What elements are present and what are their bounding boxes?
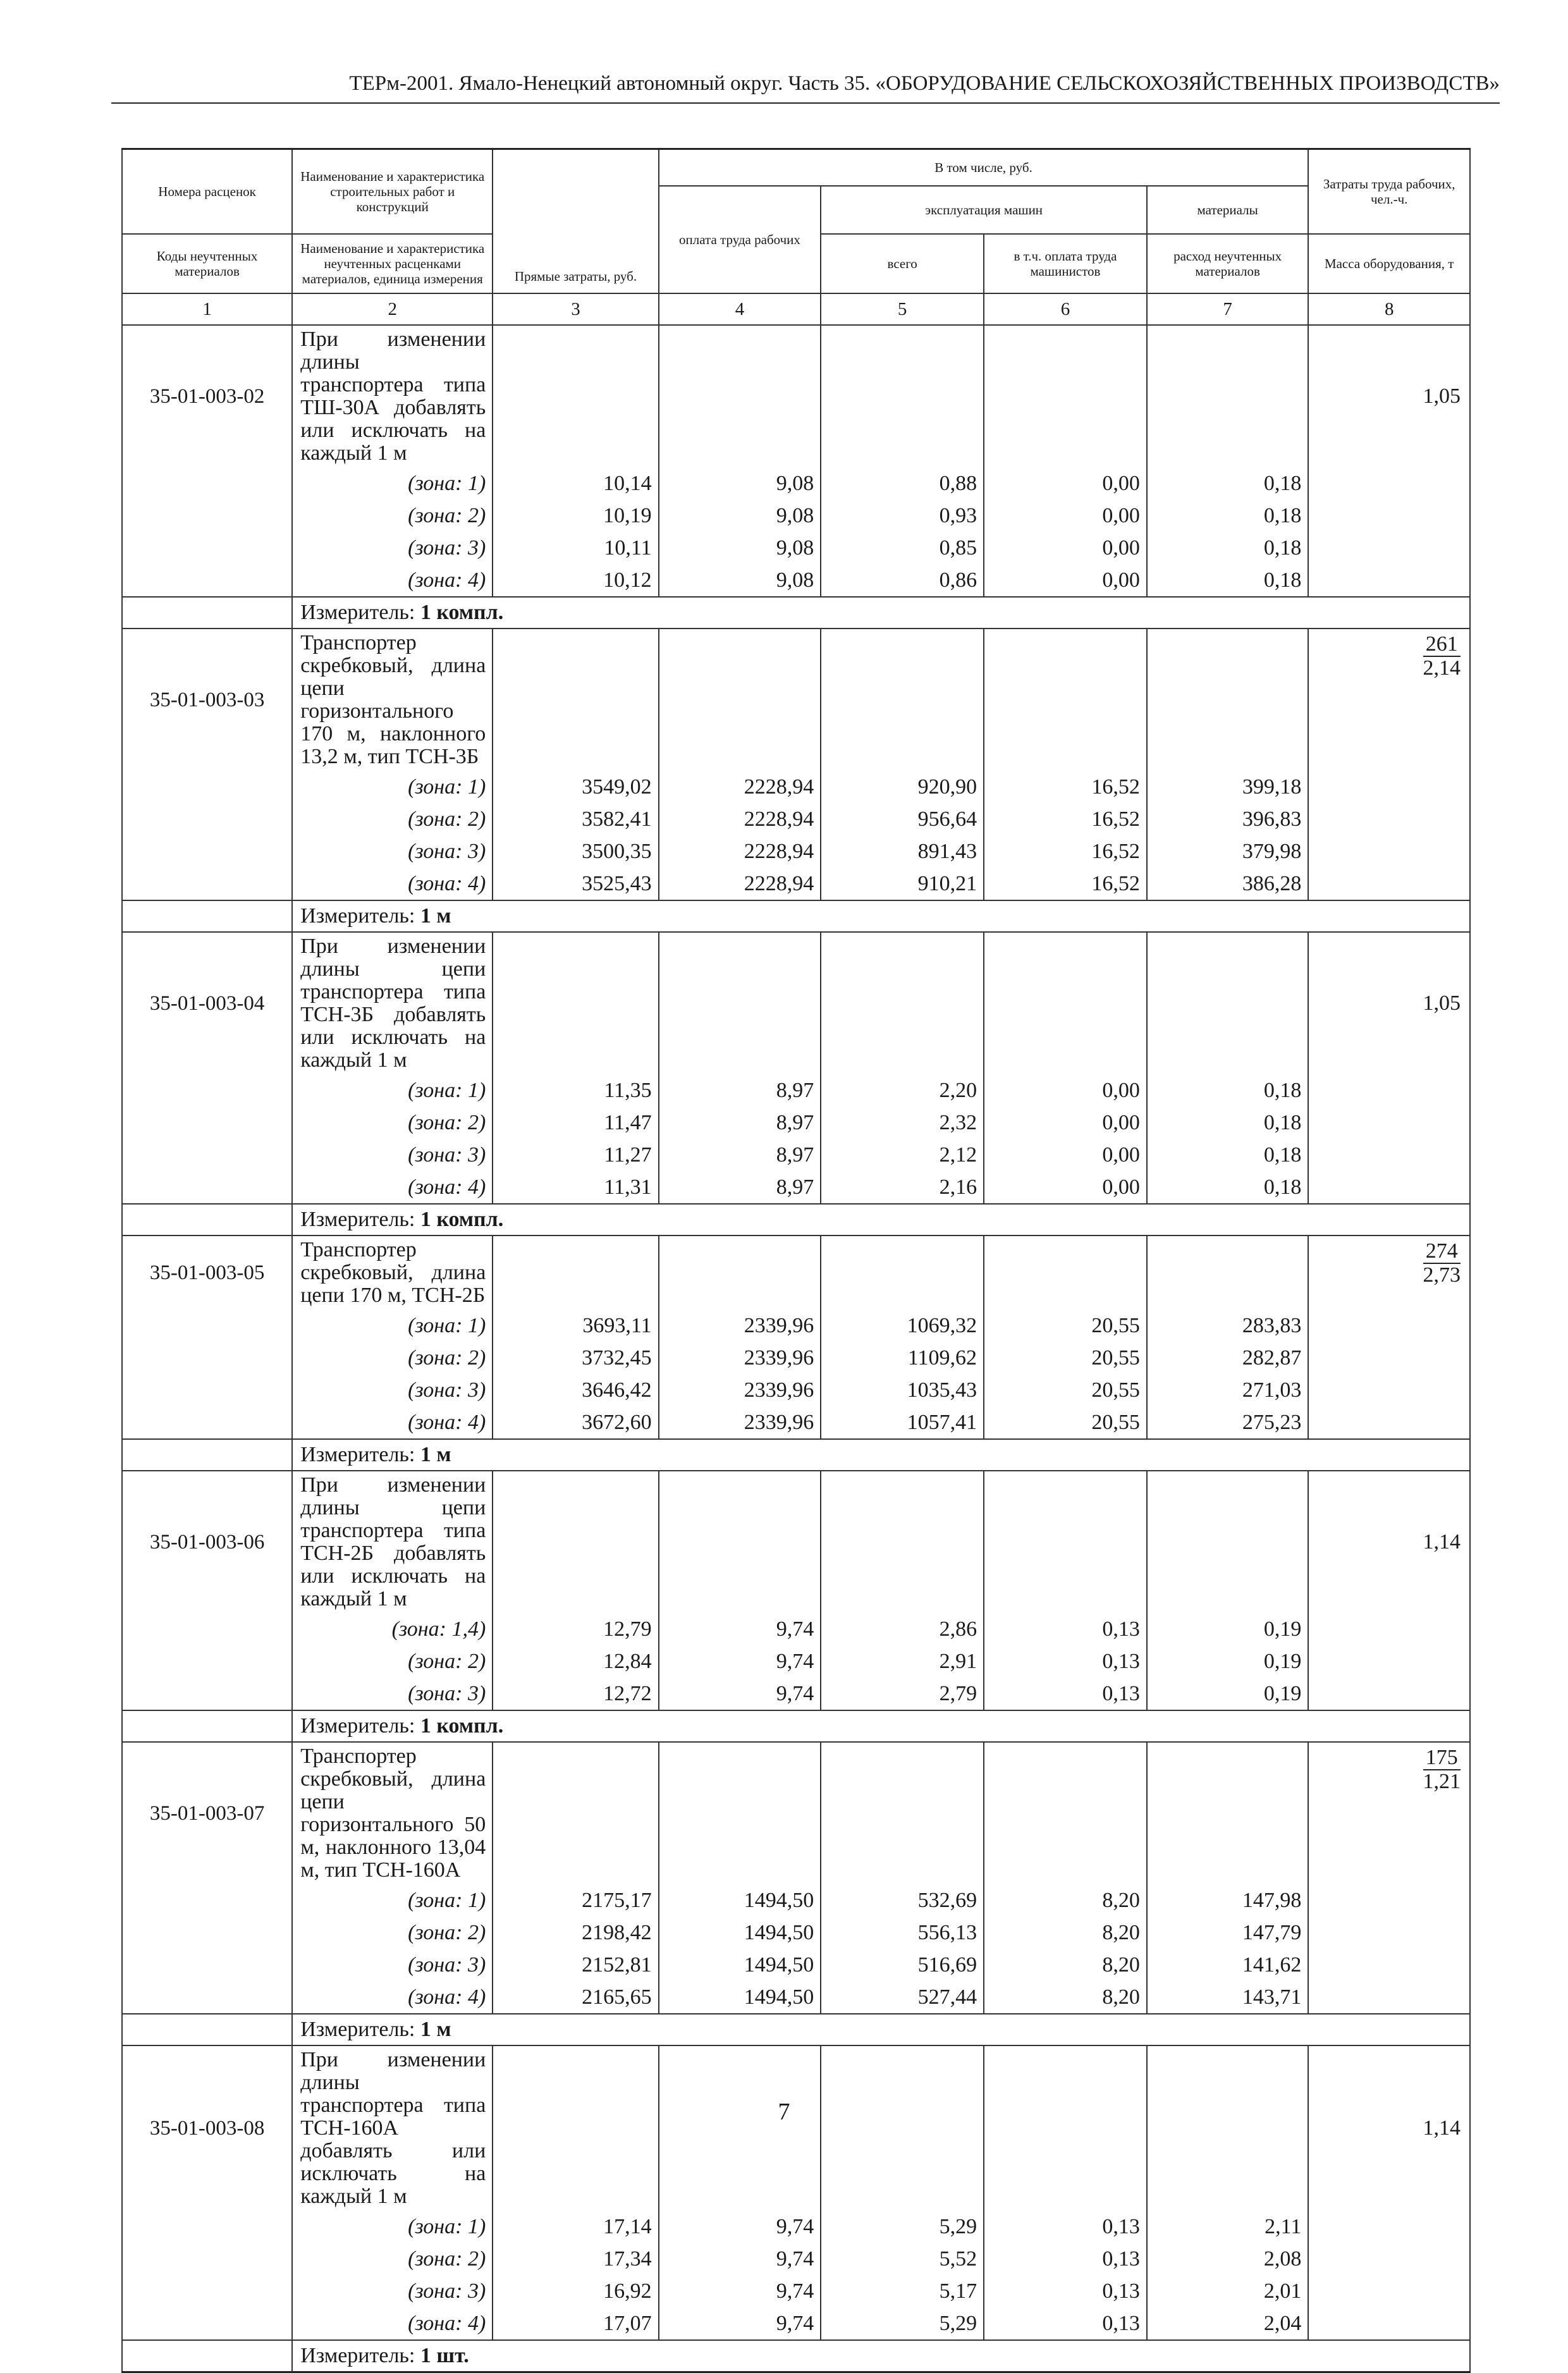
zone-label: (зона: 3) — [292, 2275, 493, 2307]
direct-costs: 12,84 — [493, 1645, 658, 1677]
zone-label: (зона: 2) — [292, 1916, 493, 1949]
column-number: 8 — [1308, 293, 1470, 325]
zone-label: (зона: 4) — [292, 564, 493, 597]
direct-costs: 17,14 — [493, 2211, 658, 2243]
worker-wages: 2228,94 — [659, 835, 821, 868]
measurement-row — [122, 1204, 1470, 1236]
work-description: При изменении длины цепи транспортера типа ТСН-3Б добавлять или исключать на каждый 1 м — [292, 932, 493, 1074]
rate-code: 35-01-003-08 — [122, 2045, 292, 2211]
zone-row — [122, 1107, 1470, 1139]
direct-costs: 3582,41 — [493, 803, 658, 835]
zone-label: (зона: 3) — [292, 1139, 493, 1171]
operator-wages: 0,00 — [984, 564, 1147, 597]
zone-row — [122, 1884, 1470, 1916]
worker-wages: 8,97 — [659, 1171, 821, 1204]
zone-row — [122, 1406, 1470, 1439]
worker-wages: 9,08 — [659, 467, 821, 500]
rate-entry-row — [122, 1471, 1470, 1613]
zone-row — [122, 2307, 1470, 2340]
equipment-mass: 1,21 — [1423, 1770, 1461, 1793]
zone-label: (зона: 1) — [292, 1074, 493, 1107]
materials-cost: 0,18 — [1147, 500, 1309, 532]
direct-costs: 3646,42 — [493, 1374, 658, 1406]
measurement-label: Измеритель: — [300, 1443, 415, 1466]
rate-entry-row — [122, 1236, 1470, 1309]
zone-row — [122, 467, 1470, 500]
materials-cost: 0,19 — [1147, 1677, 1309, 1710]
column-number: 1 — [122, 293, 292, 325]
machines-total: 891,43 — [821, 835, 984, 868]
labor-mass-fraction — [1423, 1240, 1461, 1287]
measurement-value: 1 м — [420, 904, 451, 928]
labor-mass-cell — [1308, 1742, 1470, 1884]
operator-wages: 0,13 — [984, 1677, 1147, 1710]
machines-total: 527,44 — [821, 1981, 984, 2014]
col8-header-top: Затраты труда рабочих, чел.-ч. — [1308, 149, 1470, 235]
zone-row — [122, 1645, 1470, 1677]
machines-total: 1069,32 — [821, 1309, 984, 1342]
labor-mass-cell — [1308, 629, 1470, 771]
machines-total: 1035,43 — [821, 1374, 984, 1406]
zone-row — [122, 803, 1470, 835]
direct-costs: 11,27 — [493, 1139, 658, 1171]
rate-code: 35-01-003-02 — [122, 325, 292, 467]
worker-wages: 2228,94 — [659, 803, 821, 835]
worker-wages: 2339,96 — [659, 1406, 821, 1439]
zone-label: (зона: 4) — [292, 1406, 493, 1439]
zone-label: (зона: 3) — [292, 532, 493, 564]
work-description: Транспортер скребковый, длина цепи 170 м, ТСН-2Б — [292, 1236, 493, 1309]
labor-hours: 261 — [1423, 633, 1461, 657]
worker-wages: 9,74 — [659, 2275, 821, 2307]
direct-costs: 16,92 — [493, 2275, 658, 2307]
zone-row — [122, 868, 1470, 900]
column-number: 5 — [821, 293, 984, 325]
operator-wages: 20,55 — [984, 1374, 1147, 1406]
measurement-label: Измеритель: — [300, 1208, 415, 1231]
machines-total: 910,21 — [821, 868, 984, 900]
col3-header: Прямые затраты, руб. — [493, 149, 658, 294]
zone-row — [122, 1374, 1470, 1406]
operator-wages: 8,20 — [984, 1916, 1147, 1949]
measurement-value: 1 компл. — [420, 601, 504, 624]
rate-entry-row — [122, 932, 1470, 1074]
worker-wages: 2339,96 — [659, 1374, 821, 1406]
equipment-mass: 2,73 — [1423, 1263, 1461, 1287]
measurement-unit — [292, 1204, 1470, 1236]
column-numbers — [122, 293, 1470, 325]
zone-row — [122, 1677, 1470, 1710]
machines-total: 2,79 — [821, 1677, 984, 1710]
running-header — [111, 70, 1500, 104]
direct-costs: 11,35 — [493, 1074, 658, 1107]
zone-label: (зона: 1) — [292, 1884, 493, 1916]
column-number: 3 — [493, 293, 658, 325]
measurement-row — [122, 1710, 1470, 1742]
worker-wages: 9,08 — [659, 500, 821, 532]
materials-cost: 141,62 — [1147, 1949, 1309, 1981]
labor-mass-fraction — [1423, 1746, 1461, 1793]
operator-wages: 0,00 — [984, 500, 1147, 532]
operator-wages: 16,52 — [984, 868, 1147, 900]
materials-cost: 0,18 — [1147, 1171, 1309, 1204]
operator-wages: 20,55 — [984, 1342, 1147, 1374]
direct-costs: 17,07 — [493, 2307, 658, 2340]
labor-hours: 175 — [1423, 1746, 1461, 1770]
zone-row — [122, 2275, 1470, 2307]
zone-label: (зона: 2) — [292, 1342, 493, 1374]
rate-entry-row — [122, 325, 1470, 467]
direct-costs: 3672,60 — [493, 1406, 658, 1439]
labor-mass-cell — [1308, 1236, 1470, 1309]
zone-row — [122, 564, 1470, 597]
machines-total: 516,69 — [821, 1949, 984, 1981]
operator-wages: 16,52 — [984, 803, 1147, 835]
direct-costs: 12,72 — [493, 1677, 658, 1710]
col6-header: в т.ч. оплата труда машинистов — [984, 234, 1147, 293]
materials-cost: 0,18 — [1147, 532, 1309, 564]
worker-wages: 9,74 — [659, 1645, 821, 1677]
worker-wages: 8,97 — [659, 1074, 821, 1107]
zone-row — [122, 1074, 1470, 1107]
direct-costs: 3500,35 — [493, 835, 658, 868]
machines-total: 556,13 — [821, 1916, 984, 1949]
column-number: 7 — [1147, 293, 1309, 325]
materials-cost: 2,04 — [1147, 2307, 1309, 2340]
rate-code: 35-01-003-04 — [122, 932, 292, 1074]
machines-total: 532,69 — [821, 1884, 984, 1916]
measurement-row — [122, 2340, 1470, 2372]
zone-label: (зона: 3) — [292, 1374, 493, 1406]
worker-wages: 2228,94 — [659, 868, 821, 900]
measurement-unit — [292, 2340, 1470, 2372]
measurement-unit — [292, 2014, 1470, 2045]
materials-cost: 282,87 — [1147, 1342, 1309, 1374]
machines-total: 1057,41 — [821, 1406, 984, 1439]
measurement-value: 1 шт. — [420, 2344, 469, 2367]
worker-wages: 2228,94 — [659, 771, 821, 803]
zone-label: (зона: 4) — [292, 1981, 493, 2014]
materials-cost: 275,23 — [1147, 1406, 1309, 1439]
machines-header: эксплуатация машин — [821, 186, 1147, 234]
zone-row — [122, 1171, 1470, 1204]
operator-wages: 8,20 — [984, 1981, 1147, 2014]
machines-total: 2,86 — [821, 1613, 984, 1645]
zone-label: (зона: 3) — [292, 1949, 493, 1981]
machines-total: 2,20 — [821, 1074, 984, 1107]
direct-costs: 12,79 — [493, 1613, 658, 1645]
rate-entry-row — [122, 1742, 1470, 1884]
page-number: 7 — [778, 2099, 790, 2125]
machines-total: 0,88 — [821, 467, 984, 500]
zone-label: (зона: 2) — [292, 500, 493, 532]
zone-label: (зона: 4) — [292, 1171, 493, 1204]
direct-costs: 10,19 — [493, 500, 658, 532]
worker-wages: 1494,50 — [659, 1949, 821, 1981]
zone-row — [122, 1342, 1470, 1374]
column-number: 2 — [292, 293, 493, 325]
operator-wages: 0,00 — [984, 532, 1147, 564]
measurement-label: Измеритель: — [300, 601, 415, 624]
machines-total: 5,29 — [821, 2211, 984, 2243]
machines-total: 0,85 — [821, 532, 984, 564]
col5-header: всего — [821, 234, 984, 293]
direct-costs: 3693,11 — [493, 1309, 658, 1342]
operator-wages: 8,20 — [984, 1949, 1147, 1981]
materials-cost: 0,19 — [1147, 1645, 1309, 1677]
machines-total: 2,12 — [821, 1139, 984, 1171]
zone-label: (зона: 4) — [292, 868, 493, 900]
direct-costs: 3549,02 — [493, 771, 658, 803]
zone-label: (зона: 1) — [292, 771, 493, 803]
price-table — [121, 148, 1471, 2373]
labor-mass-fraction — [1423, 633, 1461, 680]
labor-hours: 274 — [1423, 1240, 1461, 1264]
operator-wages: 0,13 — [984, 2307, 1147, 2340]
zone-row — [122, 771, 1470, 803]
measurement-row — [122, 2014, 1470, 2045]
zone-row — [122, 2211, 1470, 2243]
zone-label: (зона: 2) — [292, 2243, 493, 2275]
worker-wages: 9,08 — [659, 564, 821, 597]
operator-wages: 16,52 — [984, 771, 1147, 803]
machines-total: 5,29 — [821, 2307, 984, 2340]
machines-total: 5,52 — [821, 2243, 984, 2275]
worker-wages: 9,08 — [659, 532, 821, 564]
zone-row — [122, 835, 1470, 868]
machines-total: 2,32 — [821, 1107, 984, 1139]
work-description: При изменении длины транспортера типа ТШ-30А добавлять или исключать на каждый 1 м — [292, 325, 493, 467]
zone-label: (зона: 3) — [292, 1677, 493, 1710]
group-header: В том числе, руб. — [659, 149, 1309, 187]
materials-cost: 2,11 — [1147, 2211, 1309, 2243]
labor-hours: 1,14 — [1308, 2045, 1470, 2211]
zone-label: (зона: 1) — [292, 1309, 493, 1342]
machines-total: 1109,62 — [821, 1342, 984, 1374]
worker-wages: 2339,96 — [659, 1309, 821, 1342]
measurement-value: 1 м — [420, 1443, 451, 1466]
zone-label: (зона: 1) — [292, 467, 493, 500]
equipment-mass: 2,14 — [1423, 656, 1461, 680]
operator-wages: 0,13 — [984, 2243, 1147, 2275]
zone-label: (зона: 2) — [292, 803, 493, 835]
zone-row — [122, 500, 1470, 532]
measurement-label: Измеритель: — [300, 1714, 415, 1738]
measurement-value: 1 компл. — [420, 1208, 504, 1231]
work-description: При изменении длины транспортера типа ТСН-160А добавлять или исключать на каждый 1 м — [292, 2045, 493, 2211]
operator-wages: 0,00 — [984, 1171, 1147, 1204]
materials-cost: 379,98 — [1147, 835, 1309, 868]
worker-wages: 9,74 — [659, 2211, 821, 2243]
measurement-label: Измеритель: — [300, 904, 415, 928]
direct-costs: 11,31 — [493, 1171, 658, 1204]
materials-header: материалы — [1147, 186, 1309, 234]
measurement-row — [122, 597, 1470, 629]
labor-hours: 1,14 — [1308, 1471, 1470, 1613]
col2-header-top: Наименование и характеристика строительных работ и конструкций — [292, 149, 493, 235]
rate-entry-row — [122, 629, 1470, 771]
zone-label: (зона: 4) — [292, 2307, 493, 2340]
worker-wages: 9,74 — [659, 2307, 821, 2340]
table-header — [122, 149, 1470, 326]
worker-wages: 1494,50 — [659, 1981, 821, 2014]
measurement-unit — [292, 1710, 1470, 1742]
operator-wages: 8,20 — [984, 1884, 1147, 1916]
rate-code: 35-01-003-06 — [122, 1471, 292, 1613]
materials-cost: 283,83 — [1147, 1309, 1309, 1342]
materials-cost: 271,03 — [1147, 1374, 1309, 1406]
operator-wages: 20,55 — [984, 1309, 1147, 1342]
zone-label: (зона: 1,4) — [292, 1613, 493, 1645]
materials-cost: 147,98 — [1147, 1884, 1309, 1916]
rate-code: 35-01-003-05 — [122, 1236, 292, 1309]
materials-cost: 2,01 — [1147, 2275, 1309, 2307]
materials-cost: 0,18 — [1147, 1107, 1309, 1139]
col1-header-bottom: Коды неучтенных материалов — [122, 234, 292, 293]
materials-cost: 0,18 — [1147, 1074, 1309, 1107]
measurement-unit — [292, 900, 1470, 932]
zone-label: (зона: 2) — [292, 1645, 493, 1677]
materials-cost: 0,18 — [1147, 564, 1309, 597]
zone-label: (зона: 3) — [292, 835, 493, 868]
materials-cost: 396,83 — [1147, 803, 1309, 835]
operator-wages: 0,13 — [984, 1645, 1147, 1677]
materials-cost: 2,08 — [1147, 2243, 1309, 2275]
direct-costs: 10,14 — [493, 467, 658, 500]
direct-costs: 2198,42 — [493, 1916, 658, 1949]
measurement-row — [122, 1439, 1470, 1471]
rate-code: 35-01-003-07 — [122, 1742, 292, 1884]
operator-wages: 0,00 — [984, 1139, 1147, 1171]
machines-total: 956,64 — [821, 803, 984, 835]
zone-label: (зона: 2) — [292, 1107, 493, 1139]
worker-wages: 8,97 — [659, 1107, 821, 1139]
worker-wages: 9,74 — [659, 1613, 821, 1645]
document-title: ТЕРм-2001. Ямало-Ненецкий автономный округ. Часть 35. «ОБОРУДОВАНИЕ СЕЛЬСКОХОЗЯЙСТВЕННЫХ ПРОИЗВОДСТВ» — [349, 72, 1500, 95]
measurement-label: Измеритель: — [300, 2344, 415, 2367]
zone-row — [122, 1981, 1470, 2014]
zone-row — [122, 1949, 1470, 1981]
measurement-value: 1 м — [420, 2018, 451, 2041]
machines-total: 920,90 — [821, 771, 984, 803]
machines-total: 0,86 — [821, 564, 984, 597]
direct-costs: 2165,65 — [493, 1981, 658, 2014]
measurement-row — [122, 900, 1470, 932]
operator-wages: 0,00 — [984, 1107, 1147, 1139]
operator-wages: 0,00 — [984, 467, 1147, 500]
direct-costs: 11,47 — [493, 1107, 658, 1139]
machines-total: 0,93 — [821, 500, 984, 532]
work-description: Транспортер скребковый, длина цепи горизонтального 170 м, наклонного 13,2 м, тип ТСН-3Б — [292, 629, 493, 771]
direct-costs: 10,11 — [493, 532, 658, 564]
col1-header-top: Номера расценок — [122, 149, 292, 235]
zone-row — [122, 2243, 1470, 2275]
operator-wages: 0,00 — [984, 1074, 1147, 1107]
worker-wages: 1494,50 — [659, 1916, 821, 1949]
materials-cost: 143,71 — [1147, 1981, 1309, 2014]
labor-hours: 1,05 — [1308, 932, 1470, 1074]
zone-row — [122, 1916, 1470, 1949]
machines-total: 2,91 — [821, 1645, 984, 1677]
labor-hours: 1,05 — [1308, 325, 1470, 467]
col2-header-bottom: Наименование и характеристика неучтенных расценками материалов, единица измерения — [292, 234, 493, 293]
measurement-unit — [292, 1439, 1470, 1471]
materials-cost: 386,28 — [1147, 868, 1309, 900]
work-description: При изменении длины цепи транспортера типа ТСН-2Б добавлять или исключать на каждый 1 м — [292, 1471, 493, 1613]
operator-wages: 16,52 — [984, 835, 1147, 868]
direct-costs: 10,12 — [493, 564, 658, 597]
direct-costs: 2152,81 — [493, 1949, 658, 1981]
column-number: 6 — [984, 293, 1147, 325]
table-body — [122, 325, 1470, 2372]
rate-entry-row — [122, 2045, 1470, 2211]
operator-wages: 0,13 — [984, 2275, 1147, 2307]
materials-cost: 0,19 — [1147, 1613, 1309, 1645]
measurement-unit — [292, 597, 1470, 629]
col4-header: оплата труда рабочих — [659, 186, 821, 293]
worker-wages: 1494,50 — [659, 1884, 821, 1916]
direct-costs: 3732,45 — [493, 1342, 658, 1374]
operator-wages: 0,13 — [984, 2211, 1147, 2243]
zone-row — [122, 532, 1470, 564]
column-number: 4 — [659, 293, 821, 325]
work-description: Транспортер скребковый, длина цепи горизонтального 50 м, наклонного 13,04 м, тип ТСН-160А — [292, 1742, 493, 1884]
measurement-value: 1 компл. — [420, 1714, 504, 1738]
direct-costs: 17,34 — [493, 2243, 658, 2275]
materials-cost: 147,79 — [1147, 1916, 1309, 1949]
zone-row — [122, 1139, 1470, 1171]
col8-header-bottom: Масса оборудования, т — [1308, 234, 1470, 293]
worker-wages: 9,74 — [659, 1677, 821, 1710]
materials-cost: 0,18 — [1147, 467, 1309, 500]
col7-header: расход неучтенных материалов — [1147, 234, 1309, 293]
direct-costs: 3525,43 — [493, 868, 658, 900]
rate-code: 35-01-003-03 — [122, 629, 292, 771]
direct-costs: 2175,17 — [493, 1884, 658, 1916]
zone-label: (зона: 1) — [292, 2211, 493, 2243]
zone-row — [122, 1613, 1470, 1645]
operator-wages: 0,13 — [984, 1613, 1147, 1645]
measurement-label: Измеритель: — [300, 2018, 415, 2041]
zone-row — [122, 1309, 1470, 1342]
materials-cost: 0,18 — [1147, 1139, 1309, 1171]
worker-wages: 8,97 — [659, 1139, 821, 1171]
machines-total: 5,17 — [821, 2275, 984, 2307]
materials-cost: 399,18 — [1147, 771, 1309, 803]
machines-total: 2,16 — [821, 1171, 984, 1204]
operator-wages: 20,55 — [984, 1406, 1147, 1439]
worker-wages: 2339,96 — [659, 1342, 821, 1374]
worker-wages: 9,74 — [659, 2243, 821, 2275]
